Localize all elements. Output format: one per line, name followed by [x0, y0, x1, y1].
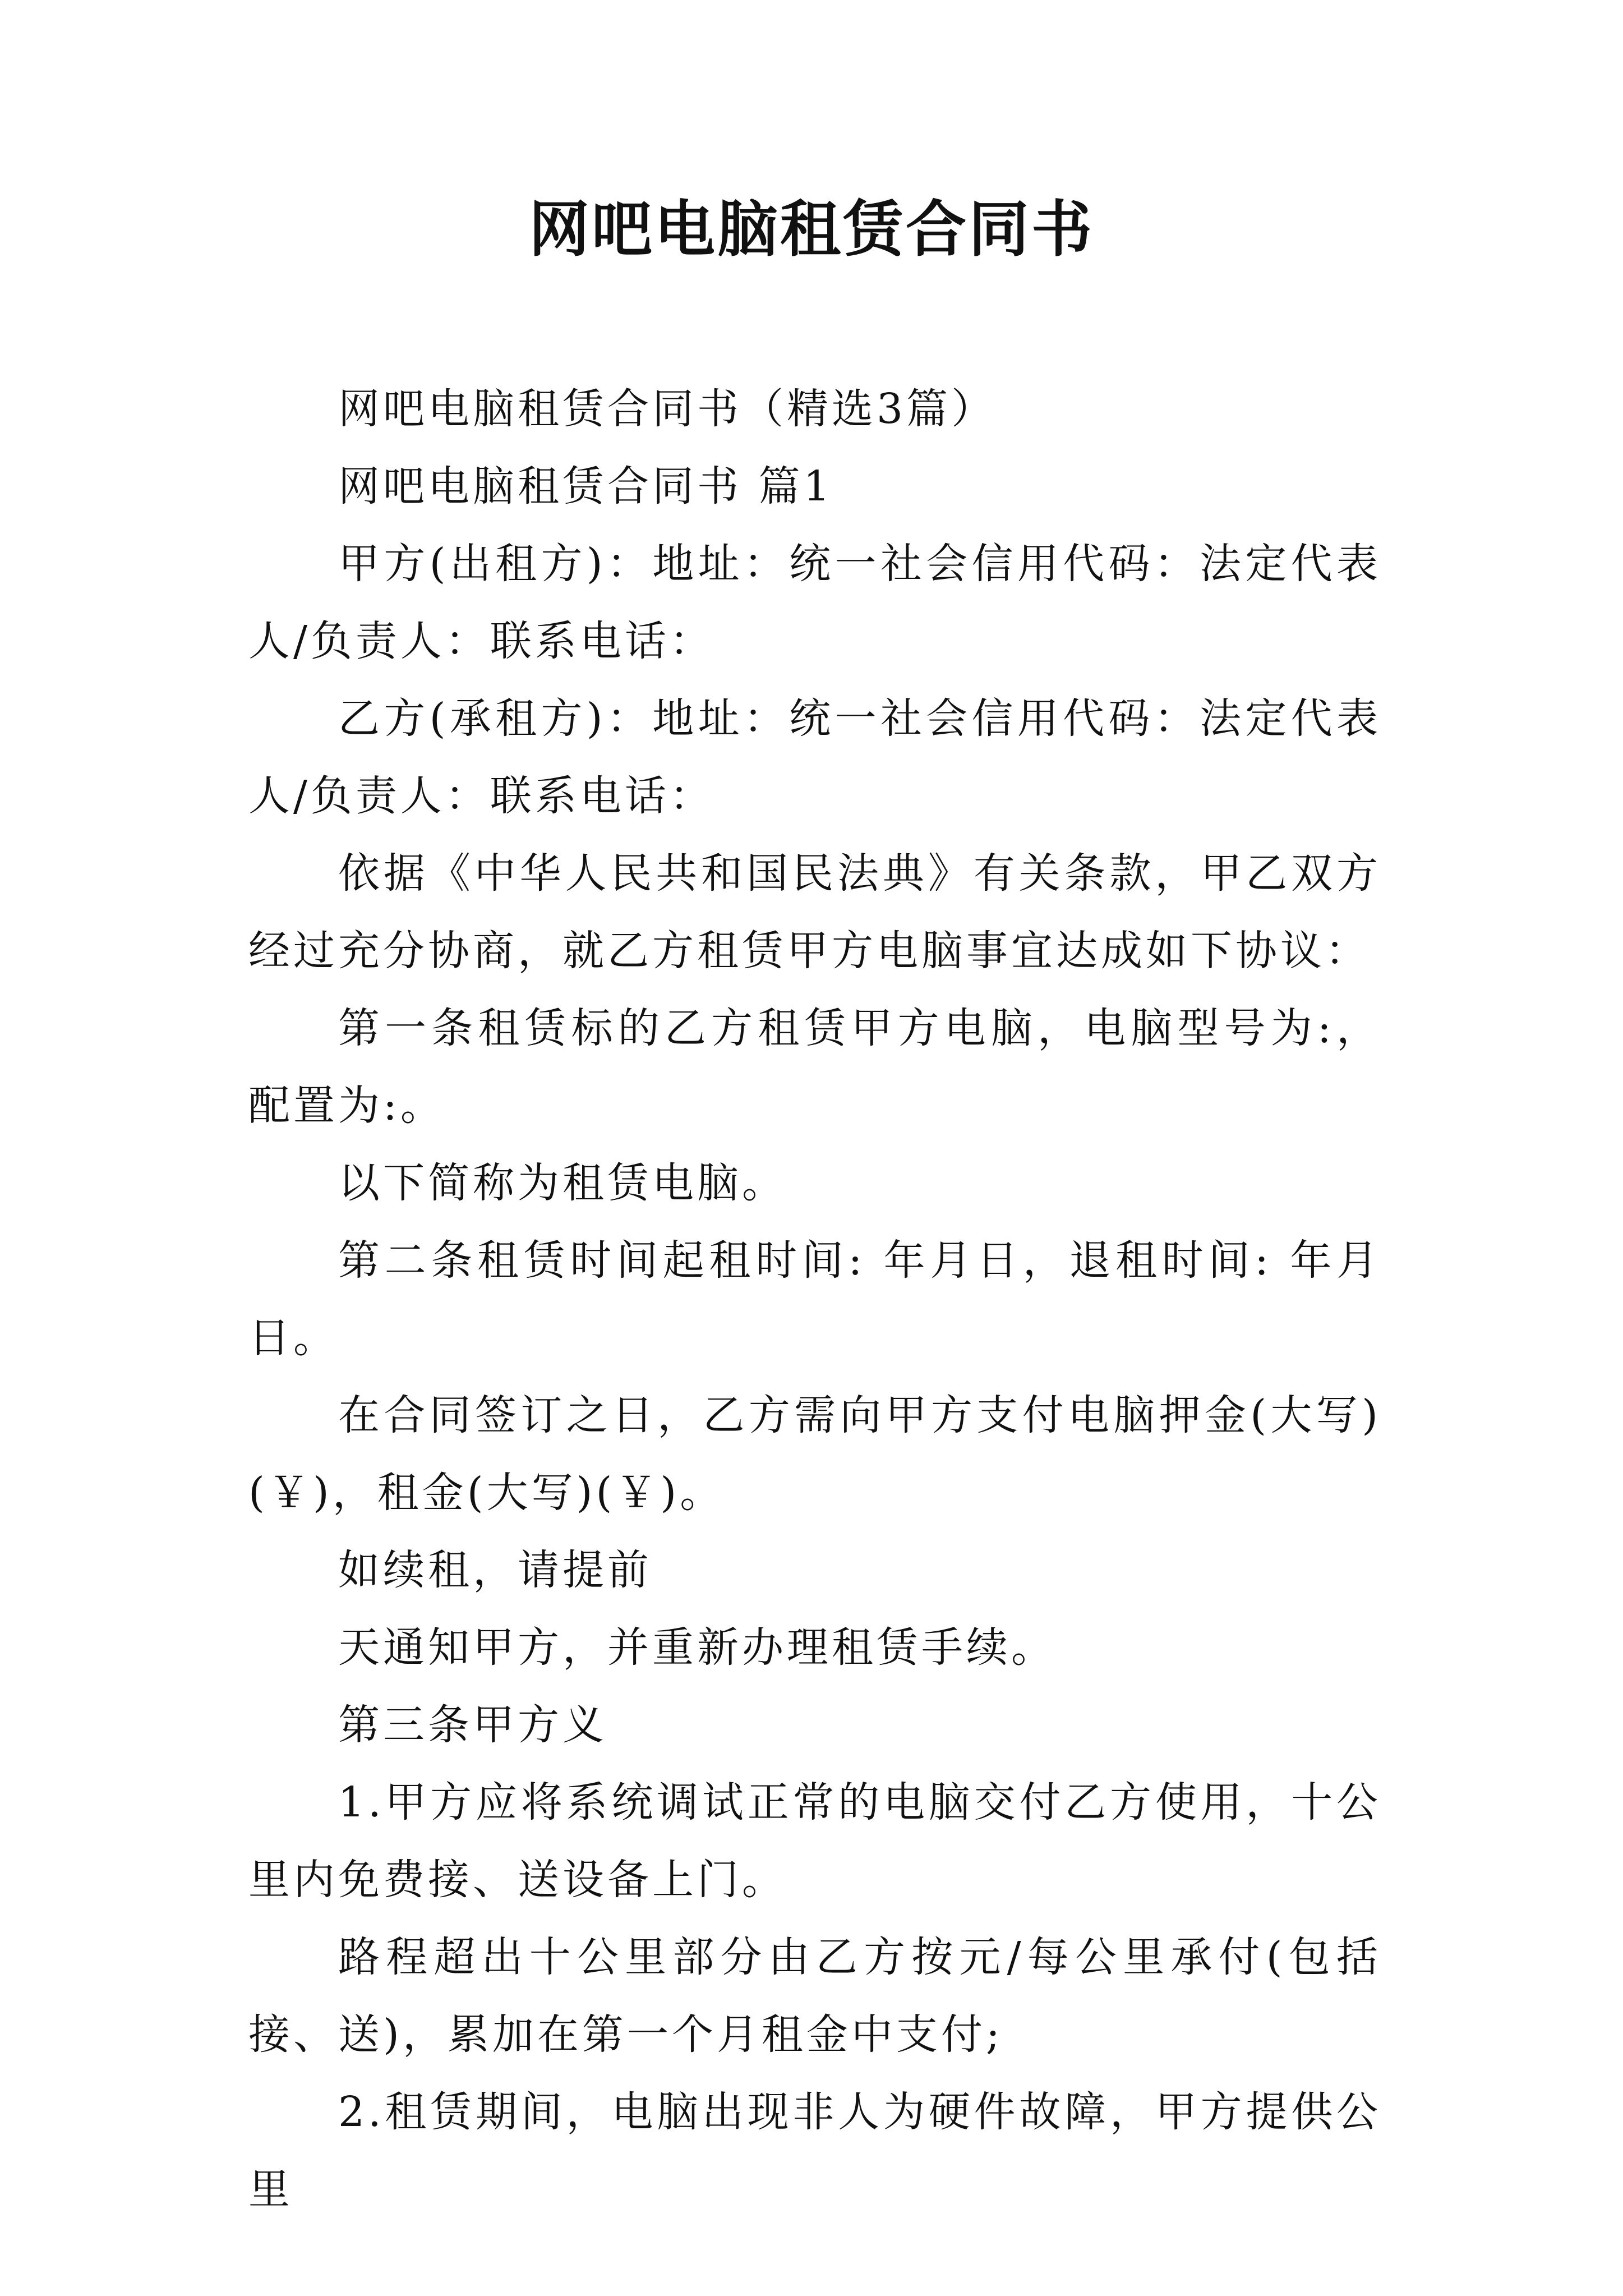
- document-title: 网吧电脑租赁合同书: [528, 195, 1094, 265]
- paragraph-article-2: 第二条租赁时间起租时间: 年月日，退租时间: 年月日。: [248, 1236, 1381, 1362]
- paragraph-basis: 依据《中华人民共和国民法典》有关条款，甲乙双方经过充分协商，就乙方租赁甲方电脑事宜达成如下协议：: [248, 849, 1381, 975]
- paragraph-notice: 天通知甲方，并重新办理租赁手续。: [338, 1623, 1056, 1672]
- document-body: [248, 370, 1381, 2228]
- paragraph-renewal: 如续租，请提前: [338, 1546, 652, 1594]
- paragraph-clause-1: 1.甲方应将系统调试正常的电脑交付乙方使用，十公里内免费接、送设备上门。: [248, 1778, 1381, 1904]
- paragraph-distance-fee: 路程超出十公里部分由乙方按元/每公里承付(包括接、送)，累加在第一个月租金中支付;: [248, 1933, 1381, 2059]
- paragraph-article-3: 第三条甲方义: [338, 1701, 607, 1749]
- paragraph-subtitle: 网吧电脑租赁合同书（精选3篇）: [338, 385, 997, 433]
- paragraph-party-a: 甲方(出租方)：地址：统一社会信用代码：法定代表人/负责人：联系电话：: [248, 540, 1381, 665]
- paragraph-short-name: 以下简称为租赁电脑。: [338, 1159, 787, 1207]
- paragraph-deposit: 在合同签订之日，乙方需向甲方支付电脑押金(大写)(￥)，租金(大写)(￥)。: [248, 1391, 1381, 1517]
- paragraph-section-heading: 网吧电脑租赁合同书 篇1: [338, 462, 833, 510]
- paragraph-article-1: 第一条租赁标的乙方租赁甲方电脑，电脑型号为:，配置为:。: [248, 1004, 1381, 1130]
- paragraph-clause-2: 2.租赁期间，电脑出现非人为硬件故障，甲方提供公里: [248, 2088, 1381, 2214]
- paragraph-party-b: 乙方(承租方)：地址：统一社会信用代码：法定代表人/负责人：联系电话：: [248, 694, 1381, 820]
